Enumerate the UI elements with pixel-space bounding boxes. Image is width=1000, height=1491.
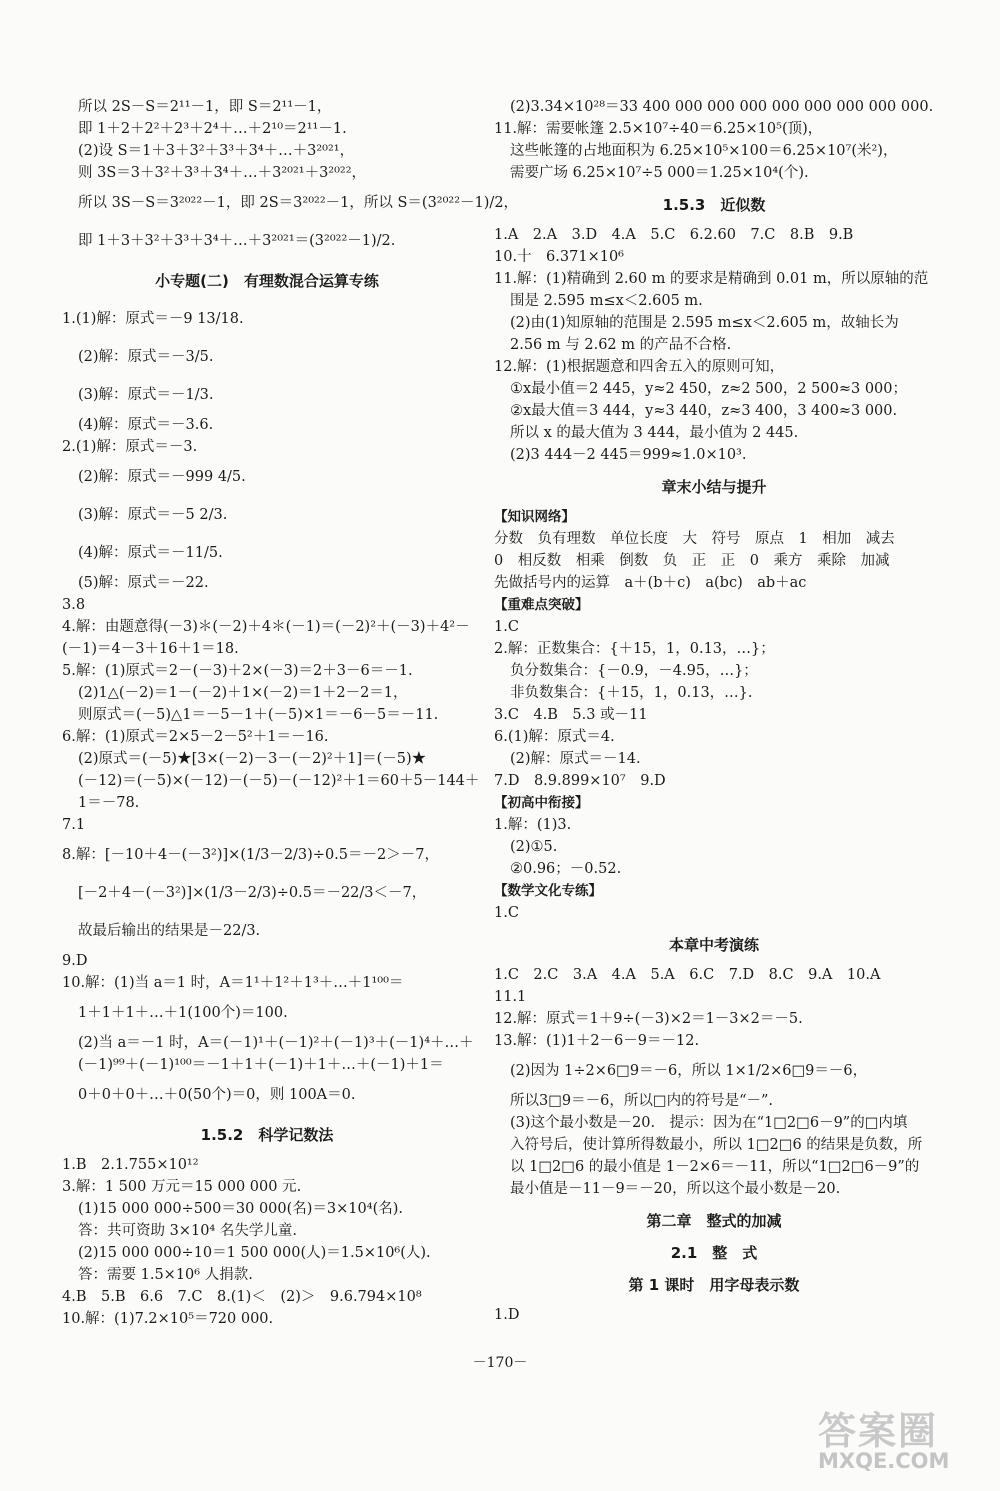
text-line: (1)15 000 000÷500＝30 000(名)＝3×10⁴(名). [78,1201,403,1217]
text-line: (5)解：原式＝－22. [78,575,209,591]
text-line: 6.(1)解：原式＝4. [494,729,615,745]
right-column [494,96,934,1326]
section-title: 1.5.2 科学记数法 [200,1126,334,1144]
text-line: (2)3.34×10²⁸＝33 400 000 000 000 000 000 000 000 000. [510,99,934,115]
text-line: 1＝－78. [78,795,140,811]
text-line: 9.D [62,953,88,969]
watermark-top: 答案圈 [818,1409,939,1453]
text-line: 所以 x 的最大值为 3 444，最小值为 2 445. [510,425,799,441]
text-line: 10.十 6.371×10⁶ [494,249,624,265]
text-line: 非负数集合：{＋15，1，0.13，…}. [510,685,753,701]
text-line: 5.解：(1)原式＝2－(－3)＋2×(－3)＝2＋3－6＝－1. [62,663,413,679]
text-line: [－2＋4－(－3²)]×(1/3－2/3)÷0.5＝－22/3＜－7， [78,885,427,901]
subsection-tag: 【重难点突破】 [494,597,589,613]
text-line: 8.解：[－10＋4－(－3²)]×(1/3－2/3)÷0.5＝－2＞－7， [62,847,439,863]
text-line: 所以 2S－S＝2¹¹－1，即 S＝2¹¹－1， [78,99,332,115]
text-line: 所以3□9＝－6，所以□内的符号是“－”. [510,1093,774,1109]
text-line: (2)因为 1÷2×6□9＝－6，所以 1×1/2×6□9＝－6， [510,1063,868,1079]
text-line: 12.解：原式＝1＋9÷(－3)×2＝1－3×2＝－5. [494,1011,803,1027]
subsection-tag: 【初高中衔接】 [494,795,589,811]
text-line: (2)15 000 000÷10＝1 500 000(人)＝1.5×10⁶(人). [78,1245,431,1261]
text-line: 3.8 [62,597,86,613]
text-line: 0＋0＋0＋…＋0(50个)＝0，则 100A＝0. [78,1087,356,1103]
text-line: 所以 3S－S＝3²⁰²²－1，即 2S＝3²⁰²²－1，所以 S＝(3²⁰²²－1)/2， [78,195,519,211]
text-line: 1.解：(1)3. [494,817,572,833]
text-line: 则 3S＝3＋3²＋3³＋3⁴＋…＋3²⁰²¹＋3²⁰²²， [78,165,367,181]
text-line: 6.解：(1)原式＝2×5－2－5²＋1＝－16. [62,729,329,745]
text-line: (3)解：原式＝－1/3. [78,387,214,403]
section-title: 2.1 整 式 [670,1244,758,1262]
text-line: ①x最小值＝2 445，y≈2 450，z≈2 500，2 500≈3 000； [510,381,908,397]
text-line: (3)解：原式＝－5 2/3. [78,507,228,523]
text-line: 先做括号内的运算 a＋(b＋c) a(bc) ab＋ac [494,575,807,591]
text-line: 10.解：(1)当 a＝1 时，A＝1¹＋1²＋1³＋…＋1¹⁰⁰＝ [62,975,404,991]
chapter-title: 第二章 整式的加减 [646,1212,782,1230]
text-line: 0 相反数 相乘 倒数 负 正 正 0 乘方 乘除 加减 [494,553,890,569]
subsection-tag: 【知识网络】 [494,509,575,525]
text-line: 11.1 [494,989,527,1005]
text-line: ②0.96；－0.52. [510,861,622,877]
text-line: (2)解：原式＝－3/5. [78,349,214,365]
text-line: 3.解：1 500 万元＝15 000 000 元. [62,1179,302,1195]
text-line: (2)当 a＝－1 时，A＝(－1)¹＋(－1)²＋(－1)³＋(－1)⁴＋…＋ [78,1035,474,1051]
section-title: 章末小结与提升 [661,478,767,496]
text-line: 入符号后，使计算所得数最小，所以 1□2□6 的结果是负数，所 [510,1137,923,1153]
text-line: 11.解：(1)精确到 2.60 m 的要求是精确到 0.01 m，所以原轴的范 [494,271,929,287]
watermark-bottom: MXQE.COM [818,1449,950,1473]
page-number: －170－ [472,1355,528,1371]
text-line: 答：共可资助 3×10⁴ 名失学儿童. [78,1223,297,1239]
text-line: 2.56 m 与 2.62 m 的产品不合格. [510,337,732,353]
text-line: 分数 负有理数 单位长度 大 符号 原点 1 相加 减去 [494,531,895,547]
text-line: 2.解：正数集合：{＋15，1，0.13，…}； [494,641,775,657]
section-title: 小专题(二) 有理数混合运算专练 [155,272,379,290]
text-line: 即 1＋2＋2²＋2³＋2⁴＋…＋2¹⁰＝2¹¹－1. [78,121,347,137]
watermark-logo [818,1400,978,1482]
text-line: (2)原式＝(－5)★[3×(－2)－3－(－2)²＋1]＝(－5)★ [78,751,427,767]
text-line: 最小值是－11－9＝－20，所以这个最小数是－20. [510,1181,841,1197]
text-line: 围是 2.595 m≤x＜2.605 m. [510,293,703,309]
text-line: 1＋1＋1＋…＋1(100个)＝100. [78,1005,288,1021]
text-line: 1.(1)解：原式＝－9 13/18. [62,311,244,327]
text-line: (2)由(1)知原轴的范围是 2.595 m≤x＜2.605 m，故轴长为 [510,315,899,331]
text-line: (2)解：原式＝－14. [510,751,641,767]
section-title: 1.5.3 近似数 [662,196,766,214]
text-line: ②x最大值＝3 444，y≈3 440，z≈3 400，3 400≈3 000. [510,403,898,419]
text-line: 则原式＝(－5)△1＝－5－1＋(－5)×1＝－6－5＝－11. [78,707,439,723]
text-line: 负分数集合：{－0.9，－4.95，…}； [510,663,758,679]
text-line: 1.C 2.C 3.A 4.A 5.A 6.C 7.D 8.C 9.A 10.A [494,967,881,983]
text-line: 10.解：(1)7.2×10⁵＝720 000. [62,1311,274,1327]
text-line: 3.C 4.B 5.3 或－11 [494,707,648,723]
text-line: (2)解：原式＝－999 4/5. [78,469,246,485]
text-line: 12.解：(1)根据题意和四舍五入的原则可知， [494,359,785,375]
subsection-tag: 【数学文化专练】 [494,883,602,899]
text-line: (－12)＝(－5)×(－12)－(－5)－(－12)²＋1＝60＋5－144＋ [78,773,480,789]
text-line: 7.D 8.9.899×10⁷ 9.D [494,773,666,789]
text-line: (－1)⁹⁹＋(－1)¹⁰⁰＝－1＋1＋(－1)＋1＋…＋(－1)＋1＝ [78,1057,444,1073]
text-line: (2)设 S＝1＋3＋3²＋3³＋3⁴＋…＋3²⁰²¹， [78,143,355,159]
text-line: (2)3 444－2 445＝999≈1.0×10³. [510,447,747,463]
text-line: (4)解：原式＝－11/5. [78,545,223,561]
text-line: (－1)＝4－3＋16＋1＝18. [62,641,239,657]
text-line: (2)①5. [510,839,558,855]
text-line: 13.解：(1)1＋2－6－9＝－12. [494,1033,700,1049]
lesson-title: 第 1 课时 用字母表示数 [628,1276,800,1294]
text-line: 7.1 [62,817,86,833]
text-line: 以 1□2□6 的最小值是 1－2×6＝－11，所以“1□2□6－9”的 [510,1159,920,1175]
text-line: (2)1△(－2)＝1－(－2)＋1×(－2)＝1＋2－2＝1， [78,685,408,701]
text-line: 需要广场 6.25×10⁷÷5 000＝1.25×10⁴(个). [510,165,809,181]
text-line: 1.D [494,1307,520,1323]
text-line: 4.解：由题意得(－3)＊(－2)＋4＊(－1)＝(－2)²＋(－3)＋4²－ [62,619,470,635]
text-line: 1.C [494,619,519,635]
text-line: 即 1＋3＋3²＋3³＋3⁴＋…＋3²⁰²¹＝(3²⁰²²－1)/2. [78,233,396,249]
text-line: 故最后输出的结果是－22/3. [78,923,261,939]
text-line: 答：需要 1.5×10⁶ 人捐款. [78,1267,253,1283]
text-line: 1.C [494,905,519,921]
section-title: 本章中考演练 [668,936,759,954]
text-line: 1.A 2.A 3.D 4.A 5.C 6.2.60 7.C 8.B 9.B [494,227,854,243]
text-line: 11.解：需要帐篷 2.5×10⁷÷40＝6.25×10⁵(顶)， [494,121,823,137]
text-line: (3)这个最小数是－20. 提示：因为在“1□2□6－9”的□内填 [510,1115,908,1131]
text-line: 4.B 5.B 6.6 7.C 8.(1)＜ (2)＞ 9.6.794×10⁸ [62,1289,422,1305]
text-line: 这些帐篷的占地面积为 6.25×10⁵×100＝6.25×10⁷(米²)， [510,143,898,159]
text-line: 2.(1)解：原式＝－3. [62,439,198,455]
text-line: (4)解：原式＝－3.6. [78,417,214,433]
text-line: 1.B 2.1.755×10¹² [62,1157,199,1173]
